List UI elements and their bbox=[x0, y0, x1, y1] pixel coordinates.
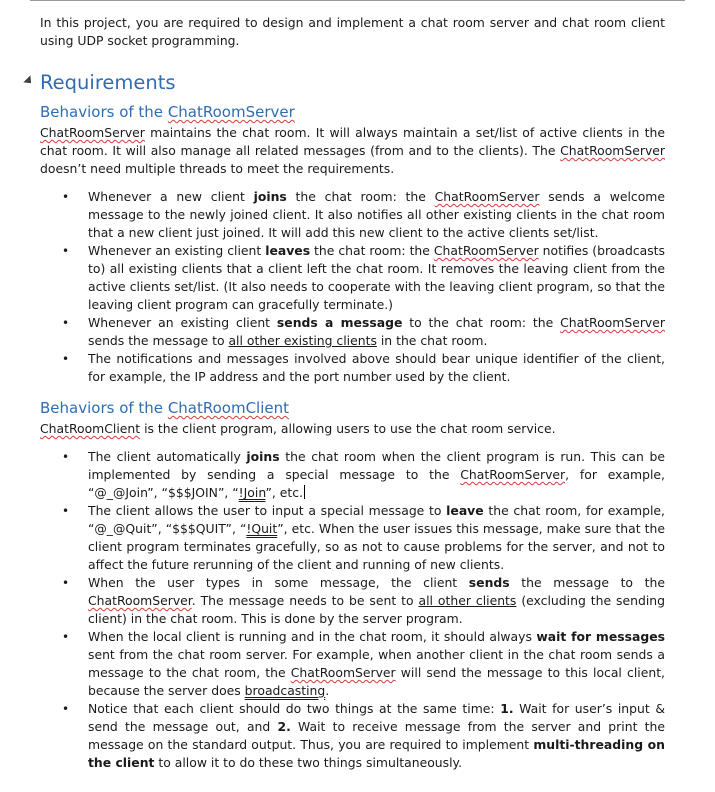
document-body[interactable] bbox=[40, 14, 665, 772]
spell-flag: ChatRoomServer bbox=[560, 315, 665, 330]
intro-paragraph: In this project, you are required to design and implement a chat room server and chat room client using UDP socket programming. bbox=[40, 15, 665, 48]
spell-flag: ChatRoomServer bbox=[88, 593, 192, 608]
spell-flag: ChatRoomServer bbox=[434, 189, 540, 204]
list-item: • When the local client is running and in the chat room, it should always wait for messages sent from the chat room server. For example, when another client in the chat room sends a message to the chat room, the ChatRoomServer will send the message to this local client, because the server does broadcasting. bbox=[62, 629, 665, 698]
spell-flag: ChatRoomServer bbox=[460, 467, 566, 482]
bullet-icon: • bbox=[62, 352, 70, 366]
list-item: • Whenever an existing client sends a message to the chat room: the ChatRoomServer sends the message to all other existing clients in the chat room. bbox=[62, 315, 665, 348]
top-divider bbox=[30, 0, 685, 1]
list-item: • Whenever a new client joins the chat room: the ChatRoomServer sends a welcome message to the newly joined client. It also notifies all other existing clients in the chat room that a new client just joined. It will add this new client to the active clients set/list. bbox=[62, 189, 665, 240]
spell-flag: ChatRoomServer bbox=[560, 143, 665, 158]
bullet-icon: • bbox=[62, 630, 70, 644]
server-description: ChatRoomServer maintains the chat room. It will always maintain a set/list of active clients in the chat room. It will also manage all related messages (from and to the clients). The ChatRoomServer doesn’t need multiple threads to meet the requirements. bbox=[40, 125, 665, 176]
bullet-icon: • bbox=[62, 190, 70, 204]
client-description: ChatRoomClient is the client program, allowing users to use the chat room service. bbox=[40, 421, 556, 436]
bullet-icon: • bbox=[62, 244, 70, 258]
list-item: • The client allows the user to input a special message to leave the chat room, for example, “@_@Quit”, “$$$QUIT”, “!Quit”, etc. When the user issues this message, make sure that the client program terminates gracefully, so as not to cause problems for the server, and not to affect the future rerunning of the client and running of new clients. bbox=[62, 503, 665, 572]
spell-flag: ChatRoomClient bbox=[167, 399, 290, 417]
list-item: • Whenever an existing client leaves the chat room: the ChatRoomServer notifies (broadcasts to) all existing clients that a client left the chat room. It removes the leaving client from the active clients set/list. (It also needs to cooperate with the leaving client program, so that the leaving client program can gracefully terminate.) bbox=[62, 243, 665, 312]
bullet-icon: • bbox=[62, 576, 70, 590]
collapse-triangle-icon[interactable] bbox=[23, 75, 34, 86]
client-section-heading: Behaviors of the ChatRoomClient bbox=[40, 399, 290, 417]
list-item: • The client automatically joins the chat room when the client program is run. This can be implemented by sending a special message to the ChatRoomServer, for example, “@_@Join”, “$$$JOIN”, “!Join”, etc. bbox=[62, 449, 665, 500]
bullet-icon: • bbox=[62, 316, 70, 330]
requirements-heading[interactable] bbox=[40, 70, 665, 96]
spell-flag: ChatRoomServer bbox=[167, 103, 295, 121]
list-item: • Notice that each client should do two things at the same time: 1. Wait for user’s input & send the message out, and 2. Wait to receive message from the server and print the message on the standard output. Thus, you are required to implement multi-threading on the client to allow it to do these two things simultaneously. bbox=[62, 701, 665, 770]
bullet-icon: • bbox=[62, 504, 70, 518]
server-bullet-list bbox=[40, 188, 665, 386]
spell-flag: ChatRoomServer bbox=[433, 243, 539, 258]
bullet-icon: • bbox=[62, 702, 70, 716]
spell-flag: ChatRoomServer bbox=[40, 125, 145, 140]
bullet-icon: • bbox=[62, 450, 70, 464]
spell-flag: ChatRoomClient bbox=[40, 421, 141, 436]
server-section-heading: Behaviors of the ChatRoomServer bbox=[40, 103, 295, 121]
client-bullet-list bbox=[40, 448, 665, 772]
list-item: • When the user types in some message, the client sends the message to the ChatRoomServer. The message needs to be sent to all other clients (excluding the sending client) in the chat room. This is done by the server program. bbox=[62, 575, 665, 626]
list-item: • The notifications and messages involved above should bear unique identifier of the client, for example, the IP address and the port number used by the client. bbox=[62, 351, 665, 384]
spell-flag: ChatRoomServer bbox=[290, 665, 396, 680]
requirements-heading-text: Requirements bbox=[40, 71, 176, 94]
text-cursor bbox=[304, 485, 305, 499]
